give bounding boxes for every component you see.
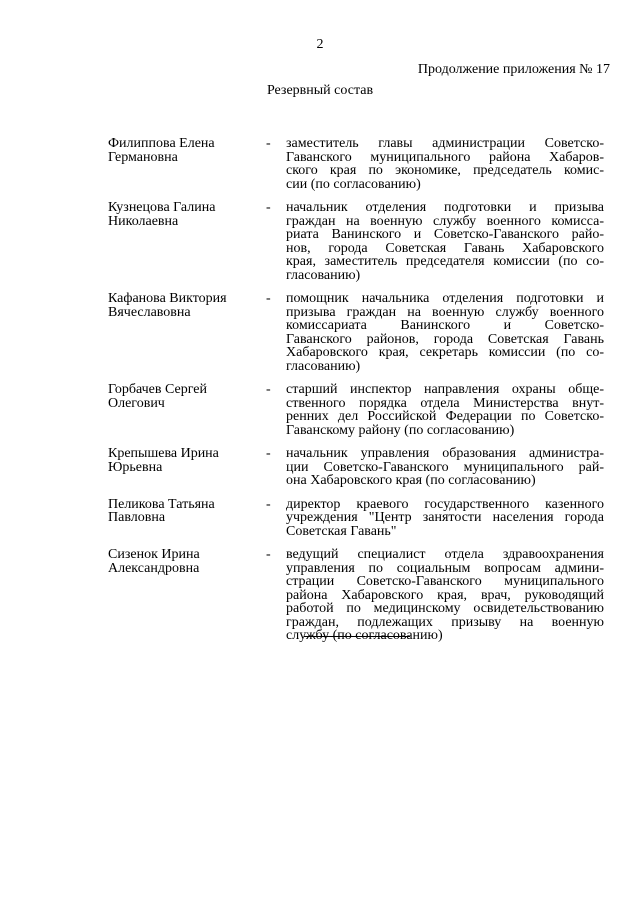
member-role-line: Хабаровского края, секретарь комиссии (по со- <box>286 345 604 360</box>
member-role-line: призыва граждан на военную службу военного <box>286 304 604 320</box>
member-dash: - <box>266 547 271 562</box>
member-role-line: риата Ванинского и Советско-Гаванского райо- <box>286 227 604 242</box>
member-role-line: гласованию) <box>286 267 361 283</box>
member-entry <box>108 447 604 488</box>
member-role-line: края, заместитель председателя комиссии (по со- <box>286 254 604 269</box>
closing-divider <box>304 636 410 637</box>
member-name-line: Крепышева Ирина <box>108 446 219 461</box>
member-dash: - <box>266 446 271 461</box>
member-role-line: директор краевого государственного казенного <box>286 496 604 512</box>
member-role-line: работой по медицинскому освидетельствованию <box>286 601 604 616</box>
member-name-line: Павловна <box>108 510 166 525</box>
page-number: 2 <box>316 37 324 52</box>
member-entry <box>108 201 604 282</box>
member-name <box>108 548 266 575</box>
member-role-line: начальник управления образования администра- <box>286 446 604 461</box>
member-role-line: ственного порядка отдела Министерства внут- <box>286 395 604 411</box>
member-role-line: Гаванскому району (по согласованию) <box>286 422 515 438</box>
member-role-line: службу (по согласованию) <box>286 628 443 643</box>
member-role-line: заместитель главы администрации Советско- <box>286 136 604 151</box>
member-entry <box>108 498 604 539</box>
member-role-line: нов, города Советская Гавань Хабаровского <box>286 240 604 256</box>
member-role-line: граждан на военную службу военного комисса- <box>286 213 604 229</box>
member-role-line: гласованию) <box>286 358 361 374</box>
member-name-line: Юрьевна <box>108 459 163 475</box>
continuation-note: Продолжение приложения № 17 <box>417 62 610 77</box>
member-name <box>108 201 266 228</box>
member-name <box>108 447 266 474</box>
member-name-line: Николаевна <box>108 213 179 229</box>
member-name-line: Кафанова Виктория <box>108 291 227 306</box>
member-name-line: Германовна <box>108 149 178 165</box>
member-entry <box>108 548 604 643</box>
member-name-line: Пеликова Татьяна <box>108 496 215 512</box>
member-entry <box>108 292 604 373</box>
member-dash: - <box>266 496 271 512</box>
member-role-line: сии (по согласованию) <box>286 176 421 192</box>
member-role <box>286 498 604 539</box>
member-dash: - <box>266 136 271 151</box>
member-dash: - <box>266 200 271 215</box>
member-role-line: старший инспектор направления охраны обще- <box>286 382 604 397</box>
member-role-line: граждан, подлежащих призыву на военную <box>286 614 604 630</box>
member-entry <box>108 137 604 191</box>
member-name-line: Сизенок Ирина <box>108 547 200 562</box>
member-role-line: ренних дел Российской Федерации по Советско- <box>286 409 604 424</box>
member-role-line: района Хабаровского края, врач, руководящий <box>286 587 604 603</box>
member-dash: - <box>266 382 271 397</box>
member-role-line: учреждения "Центр занятости населения города <box>286 510 604 525</box>
member-role <box>286 383 604 437</box>
member-role <box>286 548 604 643</box>
member-role-line: ского края по экономике, председатель комис- <box>286 163 604 178</box>
member-role-line: комиссариата Ванинского и Советско- <box>286 318 604 333</box>
member-name <box>108 383 266 410</box>
member-entry <box>108 383 604 437</box>
member-role-line: Советская Гавань" <box>286 523 397 539</box>
member-name-line: Горбачев Сергей <box>108 382 207 397</box>
member-role-line: Гаванского районов, города Советская Гавань <box>286 331 604 347</box>
member-role-line: помощник начальника отделения подготовки и <box>286 291 604 306</box>
member-role-line: страции Советско-Гаванского муниципального <box>286 574 604 589</box>
member-name-line: Филиппова Елена <box>108 136 215 151</box>
member-name-line: Вячеславовна <box>108 304 191 320</box>
member-role-line: ведущий специалист отдела здравоохранения <box>286 547 604 562</box>
section-title: Резервный состав <box>266 83 374 98</box>
member-role <box>286 447 604 488</box>
member-role-line: Гаванского муниципального района Хабаров- <box>286 149 604 165</box>
member-name-line: Кузнецова Галина <box>108 200 216 215</box>
member-name <box>108 498 266 525</box>
member-name-line: Олегович <box>108 395 165 411</box>
member-name-line: Александровна <box>108 560 200 576</box>
member-role <box>286 137 604 191</box>
member-role <box>286 201 604 282</box>
member-role <box>286 292 604 373</box>
members-list <box>108 137 604 643</box>
member-name <box>108 137 266 164</box>
member-role-line: ции Советско-Гаванского муниципального рай- <box>286 459 604 475</box>
member-name <box>108 292 266 319</box>
member-dash: - <box>266 291 271 306</box>
member-role-line: управления по социальным вопросам админи- <box>286 560 604 576</box>
member-role-line: она Хабаровского края (по согласованию) <box>286 473 536 488</box>
member-role-line: начальник отделения подготовки и призыва <box>286 200 604 215</box>
